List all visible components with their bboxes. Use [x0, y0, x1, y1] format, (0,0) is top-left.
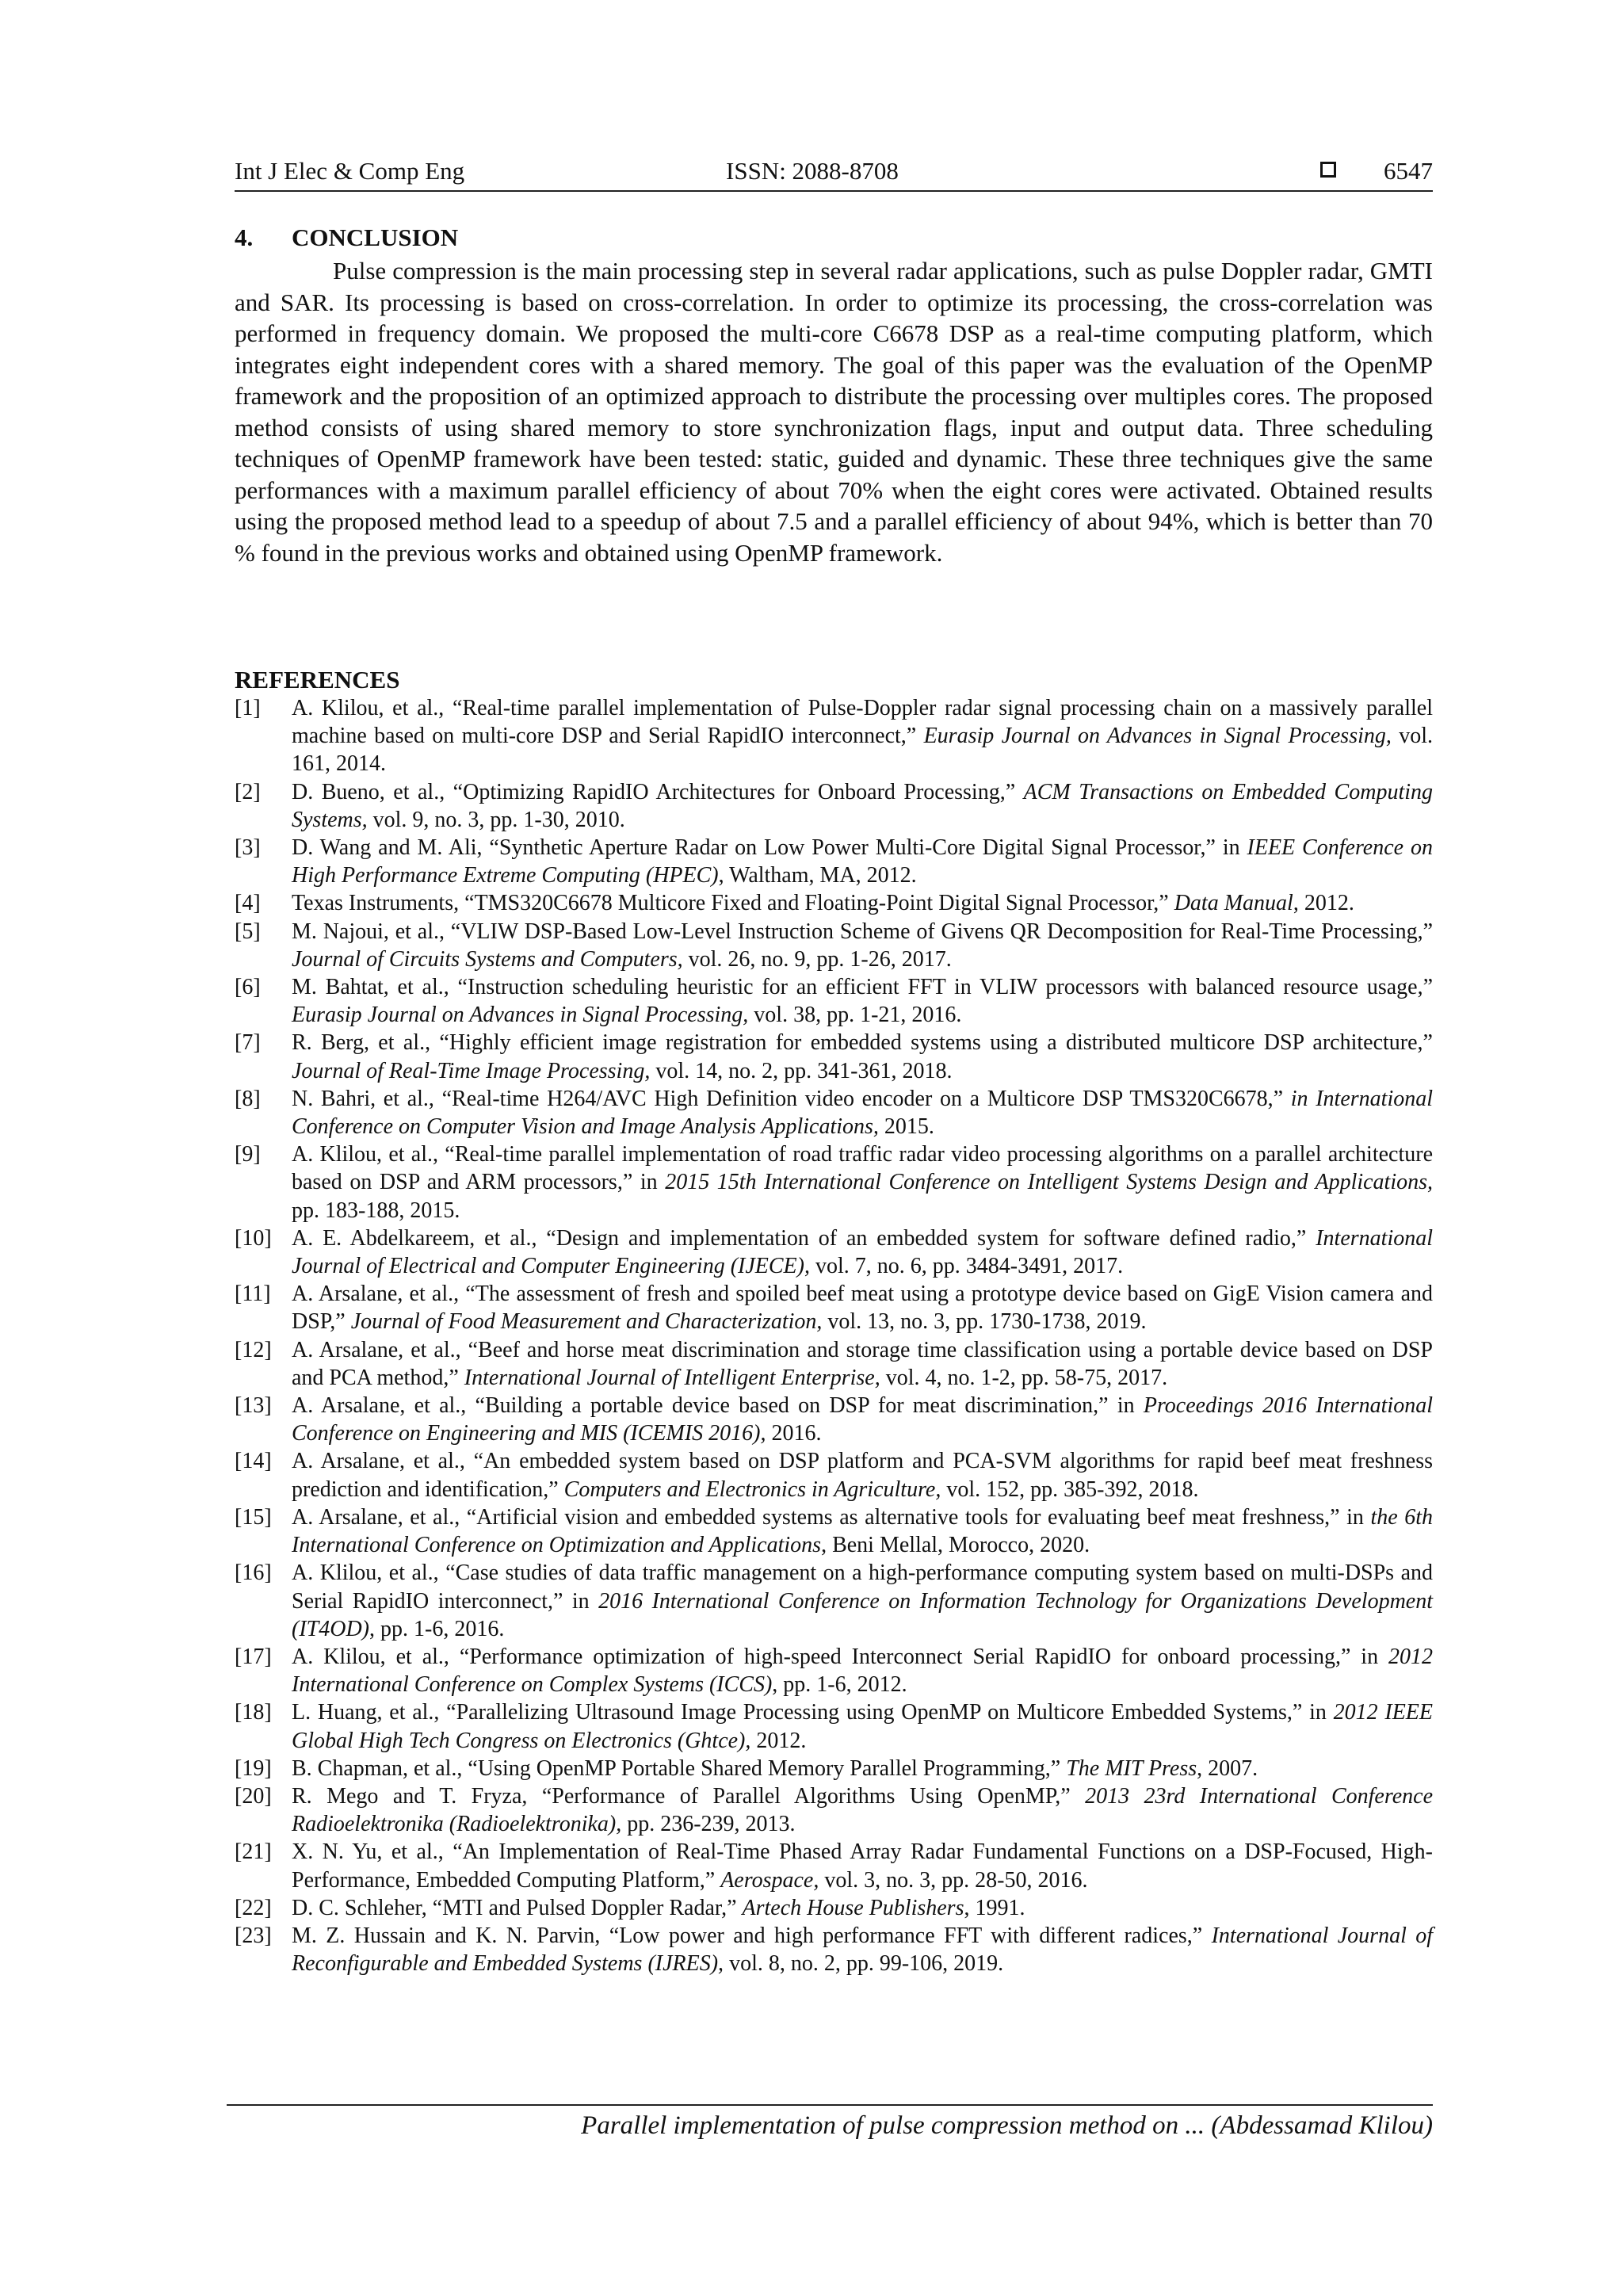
- reference-text: [292, 975, 1433, 1027]
- reference-number: [16]: [235, 1561, 272, 1586]
- reference-item: [235, 1643, 1433, 1698]
- reference-venue: Journal of Food Measurement and Characterization,: [350, 1309, 823, 1335]
- reference-details: , pp. 1-6, 2016.: [369, 1616, 505, 1641]
- reference-item: [235, 1838, 1433, 1893]
- reference-venue: 2012 International Conference on Complex Systems (ICCS): [292, 1644, 1433, 1698]
- reference-text: [292, 1030, 1433, 1083]
- reference-venue: The MIT Press: [1066, 1755, 1197, 1781]
- reference-authors-title: M. Bahtat, et al., “Instruction scheduling heuristic for an efficient FFT in VLIW processors with balanced resource usage,”: [292, 975, 1433, 1000]
- reference-details: pp. 236-239, 2013.: [621, 1812, 796, 1837]
- reference-venue: Journal of Circuits Systems and Computers,: [292, 946, 683, 972]
- reference-text: [292, 1784, 1433, 1836]
- reference-authors-title: D. C. Schleher, “MTI and Pulsed Doppler Radar,”: [292, 1895, 743, 1920]
- reference-number: [14]: [235, 1449, 272, 1474]
- reference-number: [4]: [235, 891, 261, 916]
- reference-authors-title: A. Klilou, et al., “Performance optimization of high-speed Interconnect Serial RapidIO for onboard processing,” in: [292, 1644, 1388, 1669]
- reference-text: [292, 1756, 1258, 1781]
- reference-venue: Computers and Electronics in Agriculture,: [563, 1477, 941, 1502]
- reference-authors-title: R. Mego and T. Fryza, “Performance of Parallel Algorithms Using OpenMP,”: [292, 1783, 1086, 1809]
- reference-number: [17]: [235, 1644, 272, 1669]
- reference-text: [292, 1393, 1433, 1446]
- reference-details: vol. 26, no. 9, pp. 1-26, 2017.: [682, 946, 952, 972]
- reference-item: [235, 1029, 1433, 1084]
- page-footer: Parallel implementation of pulse compression method on ... (Abdessamad Klilou): [581, 2111, 1433, 2140]
- reference-item: [235, 1503, 1433, 1559]
- reference-item: [235, 1392, 1433, 1447]
- reference-venue: Journal of Real-Time Image Processing,: [292, 1058, 651, 1083]
- reference-authors-title: N. Bahri, et al., “Real-time H264/AVC High Definition video encoder on a Multicore DSP TMS320C6678,”: [292, 1086, 1291, 1111]
- reference-authors-title: A. Arsalane, et al., “An embedded system based on DSP platform and PCA-SVM algorithms for rapid beef meat freshness prediction and identification,”: [292, 1449, 1433, 1502]
- reference-number: [18]: [235, 1700, 272, 1725]
- reference-authors-title: B. Chapman, et al., “Using OpenMP Portable Shared Memory Parallel Programming,”: [292, 1755, 1067, 1781]
- reference-authors-title: A. Klilou, et al., “Case studies of data traffic management on a high-performance computing system based on multi-DSPs and Serial RapidIO interconnect,” in: [292, 1561, 1433, 1614]
- reference-venue: IEEE Conference on High Performance Extreme Computing (HPEC): [292, 835, 1433, 888]
- reference-venue: Data Manual: [1174, 891, 1293, 916]
- reference-authors-title: M. Najoui, et al., “VLIW DSP-Based Low-Level Instruction Scheme of Givens QR Decomposition for Real-Time Processing,”: [292, 919, 1433, 944]
- reference-authors-title: M. Z. Hussain and K. N. Parvin, “Low power and high performance FFT with different radices,”: [292, 1923, 1212, 1948]
- reference-text: [292, 1449, 1433, 1501]
- reference-details: 2015.: [878, 1114, 934, 1140]
- reference-text: [292, 891, 1354, 915]
- reference-number: [13]: [235, 1393, 272, 1419]
- reference-number: [5]: [235, 919, 261, 944]
- reference-details: 2016.: [766, 1421, 822, 1446]
- section-title: CONCLUSION: [292, 223, 459, 251]
- reference-details: vol. 9, no. 3, pp. 1-30, 2010.: [367, 807, 625, 832]
- reference-details: vol. 13, no. 3, pp. 1730-1738, 2019.: [822, 1309, 1147, 1335]
- reference-authors-title: R. Berg, et al., “Highly efficient image registration for embedded systems using a distributed multicore DSP architecture,”: [292, 1030, 1433, 1056]
- reference-item: [235, 1336, 1433, 1392]
- reference-item: [235, 1085, 1433, 1140]
- reference-venue: the 6th International Conference on Optimization and Applications: [292, 1504, 1433, 1558]
- reference-details: , 1991.: [964, 1895, 1025, 1920]
- reference-details: , Waltham, MA, 2012.: [718, 863, 917, 888]
- reference-item: [235, 1140, 1433, 1224]
- reference-venue: International Journal of Intelligent Enterprise,: [464, 1365, 880, 1390]
- reference-number: [1]: [235, 696, 261, 720]
- reference-authors-title: A. Arsalane, et al., “The assessment of fresh and spoiled beef meat using a prototype device based on GigE Vision camera and DSP,”: [292, 1282, 1433, 1335]
- square-icon: [1320, 162, 1336, 178]
- reference-details: , Beni Mellal, Morocco, 2020.: [821, 1533, 1090, 1558]
- reference-number: [2]: [235, 779, 261, 804]
- reference-details: vol. 7, no. 6, pp. 3484-3491, 2017.: [809, 1254, 1124, 1279]
- reference-number: [19]: [235, 1755, 272, 1781]
- reference-item: [235, 1559, 1433, 1643]
- reference-venue: Proceedings 2016 International Conference on Engineering and MIS (ICEMIS 2016),: [292, 1393, 1433, 1446]
- reference-authors-title: L. Huang, et al., “Parallelizing Ultrasound Image Processing using OpenMP on Multicore Embedded Systems,” in: [292, 1700, 1334, 1725]
- section-heading: [235, 222, 458, 254]
- section-number: 4.: [235, 223, 254, 251]
- reference-details: vol. 14, no. 2, pp. 341-361, 2018.: [650, 1058, 953, 1083]
- reference-authors-title: A. Klilou, et al., “Real-time parallel implementation of Pulse-Doppler radar signal processing chain on a massively parallel machine based on multi-core DSP and Serial RapidIO interconnect,”: [292, 696, 1433, 749]
- footer-divider: [227, 2104, 1433, 2106]
- reference-details: vol. 3, no. 3, pp. 28-50, 2016.: [819, 1867, 1088, 1893]
- page-header: [235, 155, 1433, 192]
- reference-venue: International Journal of Reconfigurable and Embedded Systems (IJRES),: [292, 1923, 1433, 1977]
- reference-number: [20]: [235, 1783, 272, 1809]
- reference-text: [292, 1645, 1433, 1697]
- reference-number: [7]: [235, 1030, 261, 1056]
- reference-item: [235, 834, 1433, 889]
- reference-venue: ACM Transactions on Embedded Computing Systems,: [292, 779, 1433, 832]
- reference-details: vol. 152, pp. 385-392, 2018.: [941, 1477, 1199, 1502]
- reference-number: [21]: [235, 1839, 272, 1865]
- reference-item: [235, 918, 1433, 973]
- reference-text: [292, 1505, 1433, 1557]
- reference-item: [235, 778, 1433, 834]
- reference-text: [292, 1896, 1025, 1920]
- reference-number: [15]: [235, 1504, 272, 1530]
- reference-details: vol. 38, pp. 1-21, 2016.: [748, 1003, 962, 1028]
- conclusion-paragraph: Pulse compression is the main processing step in several radar applications, such as pulse Doppler radar, GMTI and SAR. Its processing is based on cross-correlation. In order to optimize its processing, the cross-correlation was performed in frequency domain. We proposed the multi-core C6678 DSP as a real-time computing platform, which integrates eight independent cores with a shared memory. The goal of this paper was the evaluation of the OpenMP framework and the proposition of an optimized approach to distribute the processing over multiples cores. The proposed method consists of using shared memory to store synchronization flags, input and output data. Three scheduling techniques of OpenMP framework have been tested: static, guided and dynamic. These three techniques give the same performances with a maximum parallel efficiency of about 70% when the eight cores were activated. Obtained results using the proposed method lead to a speedup of about 7.5 and a parallel efficiency of about 94%, which is better than 70 % found in the previous works and obtained using OpenMP framework.: [235, 257, 1433, 567]
- reference-text: [292, 1087, 1433, 1139]
- reference-number: [23]: [235, 1923, 272, 1948]
- reference-details: 2012.: [750, 1728, 807, 1753]
- reference-number: [11]: [235, 1282, 271, 1307]
- reference-authors-title: A. Klilou, et al., “Real-time parallel implementation of road traffic radar video processing algorithms on a parallel architecture based on DSP and ARM processors,” in: [292, 1142, 1433, 1195]
- reference-authors-title: A. Arsalane, et al., “Artificial vision and embedded systems as alternative tools for evaluating beef meat freshness,” in: [292, 1504, 1371, 1530]
- reference-number: [8]: [235, 1086, 261, 1111]
- reference-authors-title: D. Bueno, et al., “Optimizing RapidIO Architectures for Onboard Processing,”: [292, 779, 1024, 804]
- reference-text: [292, 1338, 1433, 1390]
- reference-venue: Eurasip Journal on Advances in Signal Processing,: [292, 1003, 749, 1028]
- reference-text: [292, 1561, 1433, 1641]
- reference-item: [235, 973, 1433, 1029]
- reference-number: [12]: [235, 1337, 272, 1362]
- reference-venue: 2012 IEEE Global High Tech Congress on Electronics (Ghtce),: [292, 1700, 1433, 1753]
- reference-item: [235, 1280, 1433, 1335]
- reference-item: [235, 1755, 1433, 1782]
- reference-venue: 2015 15th International Conference on Intelligent Systems Design and Applications,: [665, 1170, 1434, 1195]
- reference-details: pp. 183-188, 2015.: [292, 1198, 460, 1223]
- reference-authors-title: X. N. Yu, et al., “An Implementation of Real-Time Phased Array Radar Fundamental Functions on a DSP-Focused, High-Performance, Embedded Computing Platform,”: [292, 1839, 1433, 1893]
- reference-text: [292, 780, 1433, 832]
- issn-label: ISSN: 2088-8708: [726, 157, 899, 185]
- reference-details: , 2007.: [1197, 1755, 1258, 1781]
- reference-venue: International Journal of Electrical and Computer Engineering (IJECE),: [292, 1225, 1433, 1279]
- reference-details: , pp. 1-6, 2012.: [772, 1672, 907, 1698]
- reference-authors-title: A. Arsalane, et al., “Beef and horse meat discrimination and storage time classification using a portable device based on DSP and PCA method,”: [292, 1337, 1433, 1390]
- reference-number: [22]: [235, 1895, 272, 1920]
- page-number: 6547: [1384, 157, 1433, 185]
- reference-text: [292, 1282, 1433, 1334]
- reference-venue: Eurasip Journal on Advances in Signal Processing,: [923, 724, 1392, 749]
- reference-venue: 2013 23rd International Conference Radioelektronika (Radioelektronika),: [292, 1783, 1433, 1837]
- reference-details: , 2012.: [1293, 891, 1354, 916]
- reference-number: [9]: [235, 1142, 261, 1167]
- reference-details: vol. 8, no. 2, pp. 99-106, 2019.: [724, 1951, 1004, 1977]
- reference-venue: Artech House Publishers: [742, 1895, 964, 1920]
- references-heading: REFERENCES: [235, 666, 400, 693]
- reference-item: [235, 889, 1433, 917]
- reference-details: vol. 4, no. 1-2, pp. 58-75, 2017.: [880, 1365, 1168, 1390]
- reference-item: [235, 694, 1433, 778]
- reference-venue: 2016 International Conference on Information Technology for Organizations Development (IT4OD): [292, 1588, 1433, 1641]
- reference-text: [292, 1839, 1433, 1892]
- reference-text: [292, 835, 1433, 888]
- reference-list: [235, 694, 1433, 1977]
- reference-text: [292, 1924, 1433, 1976]
- reference-item: [235, 1698, 1433, 1754]
- reference-text: [292, 1700, 1433, 1752]
- reference-details: vol. 161, 2014.: [292, 724, 1433, 777]
- reference-number: [3]: [235, 835, 261, 861]
- reference-text: [292, 1142, 1433, 1222]
- reference-item: [235, 1782, 1433, 1838]
- reference-authors-title: A. E. Abdelkareem, et al., “Design and implementation of an embedded system for software defined radio,”: [292, 1225, 1316, 1251]
- reference-authors-title: A. Arsalane, et al., “Building a portable device based on DSP for meat discrimination,” in: [292, 1393, 1144, 1419]
- reference-number: [6]: [235, 975, 261, 1000]
- journal-name: Int J Elec & Comp Eng: [235, 157, 465, 185]
- reference-venue: Aerospace,: [720, 1867, 819, 1893]
- reference-text: [292, 919, 1433, 972]
- reference-authors-title: D. Wang and M. Ali, “Synthetic Aperture Radar on Low Power Multi-Core Digital Signal Processor,” in: [292, 835, 1247, 861]
- reference-item: [235, 1447, 1433, 1503]
- reference-text: [292, 1226, 1433, 1278]
- reference-text: [292, 696, 1433, 776]
- reference-number: [10]: [235, 1225, 272, 1251]
- reference-item: [235, 1894, 1433, 1922]
- reference-item: [235, 1922, 1433, 1977]
- reference-venue: in International Conference on Computer Vision and Image Analysis Applications,: [292, 1086, 1433, 1140]
- reference-authors-title: Texas Instruments, “TMS320C6678 Multicore Fixed and Floating-Point Digital Signal Processor,”: [292, 891, 1174, 916]
- reference-item: [235, 1224, 1433, 1280]
